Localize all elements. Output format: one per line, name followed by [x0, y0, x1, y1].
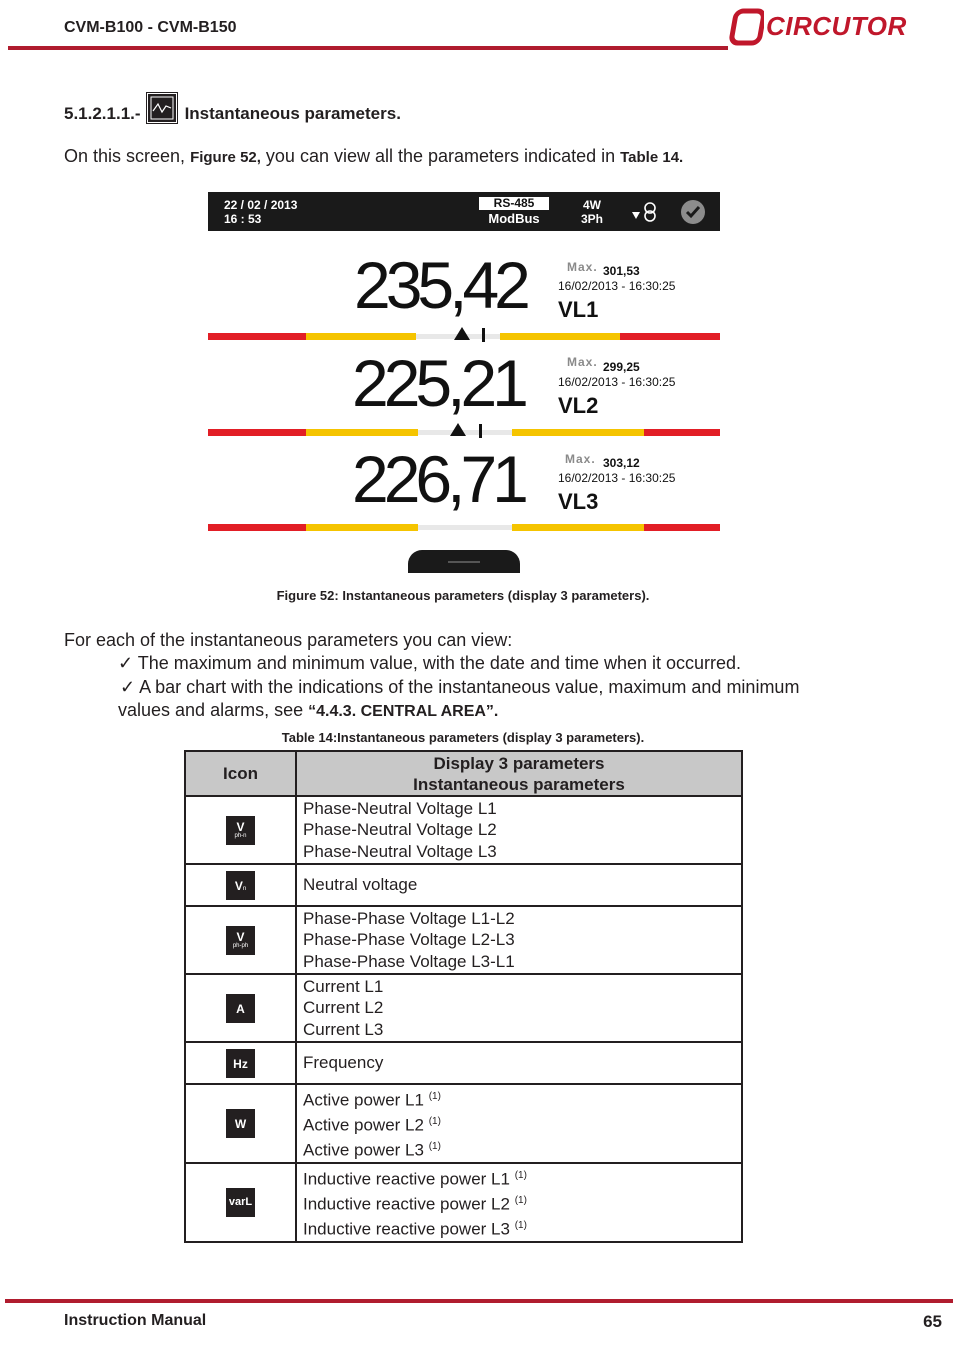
footnote-mark: (1) [514, 1194, 527, 1206]
row-line: Inductive reactive power L3 [303, 1219, 510, 1239]
voltage-ph-n-icon: V ph-n [226, 816, 255, 845]
table-row [185, 864, 742, 906]
parameter-row-2 [208, 333, 720, 429]
table-row [185, 1163, 742, 1242]
row-line: Neutral voltage [303, 875, 418, 895]
screen-date: 22 / 02 / 2013 [224, 198, 298, 212]
row-line: Active power L3 [303, 1140, 424, 1160]
bullet-text: values and alarms, see [118, 700, 309, 720]
row-label: VL2 [558, 393, 599, 418]
max-date: 16/02/2013 - 16:30:25 [558, 471, 676, 485]
document-title: CVM-B100 - CVM-B150 [64, 19, 237, 36]
brand-name: CIRCUTOR [766, 11, 907, 41]
device-screen [208, 192, 720, 573]
list-intro: For each of the instantaneous parameters you can view: [64, 630, 513, 650]
current-icon: A [226, 994, 255, 1023]
check-mark-icon: ✓ [120, 677, 136, 697]
row-line: Phase-Phase Voltage L2-L3 [303, 930, 515, 950]
bar-chart-3 [208, 524, 720, 533]
transformer-icon [631, 199, 661, 225]
check-icon[interactable] [680, 199, 706, 225]
frequency-icon: Hz [226, 1049, 255, 1078]
max-value: 303,12 [603, 456, 640, 470]
row-line: Phase-Neutral Voltage L1 [303, 799, 497, 819]
max-label: Max. [567, 260, 598, 274]
parameters-table [184, 750, 743, 1243]
row-line: Frequency [303, 1053, 384, 1073]
header-line-1: Display 3 parameters [433, 753, 605, 773]
table-row [185, 1084, 742, 1163]
row-line: Current L1 [303, 977, 384, 997]
row-value: 225,21 [352, 346, 524, 420]
row-label: VL3 [558, 489, 599, 514]
footer-manual-title: Instruction Manual [64, 1312, 207, 1329]
table-header-row [185, 751, 742, 796]
table-reference[interactable]: Table 14. [620, 149, 684, 166]
bullet-text: A bar chart with the indications of the instantaneous value, maximum and minimum [139, 677, 800, 697]
page-tab[interactable] [408, 550, 520, 573]
bullet-item-1 [118, 653, 741, 674]
intro-paragraph [64, 146, 683, 167]
row-line: Active power L1 [303, 1090, 424, 1110]
footnote-mark: (1) [428, 1091, 441, 1102]
intro-text: On this screen, [64, 146, 191, 166]
table-row [185, 796, 742, 864]
max-label: Max. [567, 355, 598, 369]
comm-badge: RS-485 [479, 197, 549, 210]
waveform-icon [147, 93, 177, 123]
row-line: Current L2 [303, 998, 384, 1018]
page-number: 65 [923, 1312, 942, 1331]
footnote-mark: (1) [514, 1169, 527, 1181]
status-bar [208, 192, 720, 231]
inductive-reactive-power-icon: varL [226, 1188, 255, 1217]
row-line: Phase-Phase Voltage L3-L1 [303, 951, 515, 971]
max-value: 299,25 [603, 360, 640, 374]
section-number: 5.1.2.1.1.- [64, 104, 141, 123]
table-row [185, 974, 742, 1042]
row-line: Current L3 [303, 1019, 384, 1039]
footnote-mark: (1) [428, 1140, 441, 1152]
max-date: 16/02/2013 - 16:30:25 [558, 279, 676, 293]
circutor-logo-icon [728, 8, 764, 46]
wires-label: 4W [583, 198, 601, 212]
max-value: 301,53 [603, 264, 640, 278]
row-value: 235,42 [354, 248, 526, 322]
figure-reference[interactable]: Figure 52, [190, 149, 261, 166]
max-label: Max. [565, 452, 596, 466]
row-line: Inductive reactive power L1 [303, 1169, 510, 1189]
row-line: Active power L2 [303, 1115, 424, 1135]
row-line: Phase-Neutral Voltage L2 [303, 820, 497, 840]
table-row [185, 906, 742, 974]
table-row [185, 1042, 742, 1084]
row-line: Phase-Phase Voltage L1-L2 [303, 909, 515, 929]
header-parameters [296, 751, 742, 796]
screen-time: 16 : 53 [224, 212, 262, 226]
row-value: 226,71 [352, 442, 524, 516]
bullet-item-2-continued [118, 700, 498, 721]
check-mark-icon: ✓ [118, 653, 134, 673]
neutral-voltage-icon: Vn [226, 871, 255, 900]
footer-rule [5, 1299, 953, 1303]
row-line: Inductive reactive power L2 [303, 1194, 510, 1214]
bullet-text: The maximum and minimum value, with the date and time when it occurred. [137, 653, 742, 673]
voltage-ph-ph-icon: V ph-ph [226, 926, 255, 955]
section-heading [64, 99, 401, 129]
row-line: Phase-Neutral Voltage L3 [303, 841, 497, 861]
footnote-mark: (1) [514, 1219, 527, 1231]
protocol-label: ModBus [488, 211, 540, 226]
phases-label: 3Ph [581, 212, 604, 226]
parameter-row-1 [208, 237, 720, 333]
header-rule [8, 46, 728, 50]
header-icon: Icon [185, 751, 296, 796]
max-date: 16/02/2013 - 16:30:25 [558, 375, 676, 389]
central-area-reference[interactable]: “4.4.3. CENTRAL AREA”. [308, 703, 499, 720]
header-line-2: Instantaneous parameters [413, 774, 625, 794]
section-title: Instantaneous parameters. [184, 104, 401, 123]
active-power-icon: W [226, 1109, 255, 1138]
brand-logo [728, 8, 908, 46]
parameter-row-3 [208, 429, 720, 525]
table-caption: Table 14:Instantaneous parameters (display 3 parameters). [281, 730, 645, 745]
bullet-item-2 [120, 677, 799, 698]
row-label: VL1 [558, 297, 599, 322]
footnote-mark: (1) [428, 1115, 441, 1127]
intro-text-2: you can view all the parameters indicated in [260, 146, 621, 166]
figure-caption: Figure 52: Instantaneous parameters (display 3 parameters). [276, 588, 650, 603]
